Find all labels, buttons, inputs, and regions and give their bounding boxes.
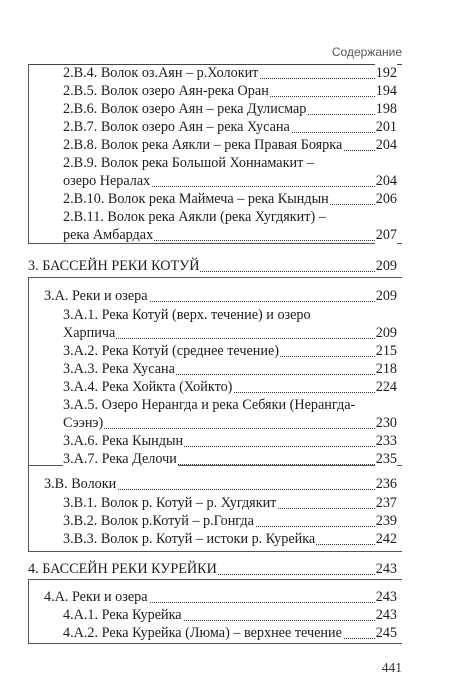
toc-entry-title: 3.А.6. Река Кындын [63, 433, 184, 449]
toc-section-4[interactable] [28, 559, 397, 579]
toc-entry[interactable] [63, 189, 397, 209]
toc-entry-page: 192 [375, 65, 397, 81]
toc-entry-page: 209 [375, 325, 397, 341]
toc-entry-title: 3.В.2. Волок р.Котуй – р.Гонгда [63, 513, 254, 529]
toc-entry-title: 3.А.5. Озеро Нерангда и река Себяки (Нерангда- [63, 397, 356, 413]
toc-entry[interactable] [63, 449, 397, 469]
toc-section-3[interactable] [28, 256, 397, 276]
toc-entry-title: Харпича [63, 325, 116, 341]
toc-entry-title: 3.А.2. Река Котуй (среднее течение) [63, 343, 280, 359]
toc-entry-title: 2.В.9. Волок река Большой Хоннамакит – [63, 155, 314, 171]
toc-entry[interactable] [63, 323, 397, 343]
toc-section-title: 4. БАССЕЙН РЕКИ КУРЕЙКИ [28, 561, 217, 577]
toc-subsection-page: 209 [375, 288, 397, 304]
toc-entry-page: 204 [375, 173, 397, 189]
toc-entry-title: река Амбардах [63, 227, 154, 243]
toc-entry-page: 204 [375, 137, 397, 153]
toc-subsection-title: 4.А. Реки и озера [44, 589, 148, 605]
toc-subsection-3v[interactable] [44, 474, 397, 494]
toc-entry[interactable] [63, 117, 397, 137]
toc-entry[interactable] [63, 431, 397, 451]
toc-entry[interactable] [63, 341, 397, 361]
toc-subsection-title: 3.В. Волоки [44, 476, 117, 492]
toc-entry-page: 243 [375, 607, 397, 623]
toc-entry-title: озеро Нералах [63, 173, 151, 189]
toc-entry-title: 2.В.7. Волок озеро Аян – река Хусана [63, 119, 290, 135]
toc-entry-title: 2.В.5. Волок озеро Аян-река Оран [63, 83, 269, 99]
toc-entry[interactable] [63, 171, 397, 191]
running-header [28, 30, 402, 65]
toc-entry-page: 235 [375, 451, 397, 467]
toc-entry-title: 2.В.8. Волок река Аякли – река Правая Боярка [63, 137, 343, 153]
toc-entry[interactable] [63, 623, 397, 643]
toc-entry-title: 3.А.3. Река Хусана [63, 361, 175, 377]
toc-entry-page: 230 [375, 415, 397, 431]
toc-entry-page: 245 [375, 625, 397, 641]
toc-entry[interactable] [63, 395, 397, 415]
toc-section-title: 3. БАССЕЙН РЕКИ КОТУЙ [28, 258, 200, 274]
toc-entry-page: 194 [375, 83, 397, 99]
toc-entry-page: 224 [375, 379, 397, 395]
toc-entry[interactable] [63, 305, 397, 325]
page-number: 441 [381, 660, 402, 675]
toc-entry-title: 4.А.2. Река Курейка (Люма) – верхнее течение [63, 625, 342, 641]
toc-entry[interactable] [63, 529, 397, 549]
toc-entry-page: 242 [375, 531, 397, 547]
toc-entry[interactable] [63, 153, 397, 173]
toc-entry-title: 4.А.1. Река Курейка [63, 607, 182, 623]
toc-entry[interactable] [63, 81, 397, 101]
toc-entry[interactable] [63, 605, 397, 625]
toc-entry-page: 201 [375, 119, 397, 135]
toc-section-page: 243 [375, 561, 397, 577]
toc-entry-title: 3.В.3. Волок р. Котуй – истоки р. Курейка [63, 531, 316, 547]
toc-entry-page: 198 [375, 101, 397, 117]
toc-entry[interactable] [63, 63, 397, 83]
header-title: Содержание [331, 45, 402, 59]
toc-entry[interactable] [63, 99, 397, 119]
toc-entry-title: 3.В.1. Волок р. Котуй – р. Хугдякит [63, 495, 277, 511]
toc-entry-page: 239 [375, 513, 397, 529]
toc-entry-title: 2.В.6. Волок озеро Аян – река Дулисмар [63, 101, 307, 117]
toc-subsection-page: 243 [375, 589, 397, 605]
toc-entry[interactable] [63, 493, 397, 513]
toc-subsection-page: 236 [375, 476, 397, 492]
toc-entry-title: 3.А.1. Река Котуй (верх. течение) и озеро [63, 307, 311, 323]
toc-entry-page: 215 [375, 343, 397, 359]
toc-entry[interactable] [63, 413, 397, 433]
toc-section-page: 209 [375, 258, 397, 274]
toc-entry-page: 218 [375, 361, 397, 377]
toc-entry-title: 2.В.11. Волок река Аякли (река Хугдякит) – [63, 209, 326, 225]
toc-subsection-3a[interactable] [44, 286, 397, 306]
toc-entry[interactable] [63, 359, 397, 379]
toc-entry[interactable] [63, 511, 397, 531]
toc-entry-title: Сээнэ) [63, 415, 104, 431]
toc-subsection-title: 3.А. Реки и озера [44, 288, 148, 304]
toc-entry-title: 3.А.4. Река Хойкта (Хойкто) [63, 379, 233, 395]
toc-entry-page: 233 [375, 433, 397, 449]
toc-entry[interactable] [63, 377, 397, 397]
toc-entry-title: 2.В.10. Волок река Маймеча – река Кындын [63, 191, 329, 207]
toc-entry[interactable] [63, 207, 397, 227]
toc-entry-page: 237 [375, 495, 397, 511]
toc-subsection-4a[interactable] [44, 587, 397, 607]
toc-entry-title: 2.В.4. Волок оз.Аян – р.Холокит [63, 65, 259, 81]
toc-entry-page: 206 [375, 191, 397, 207]
toc-entry[interactable] [63, 225, 397, 245]
toc-entry-title: 3.А.7. Река Делочи [63, 451, 177, 467]
toc-entry-page: 207 [375, 227, 397, 243]
toc-entry[interactable] [63, 135, 397, 155]
